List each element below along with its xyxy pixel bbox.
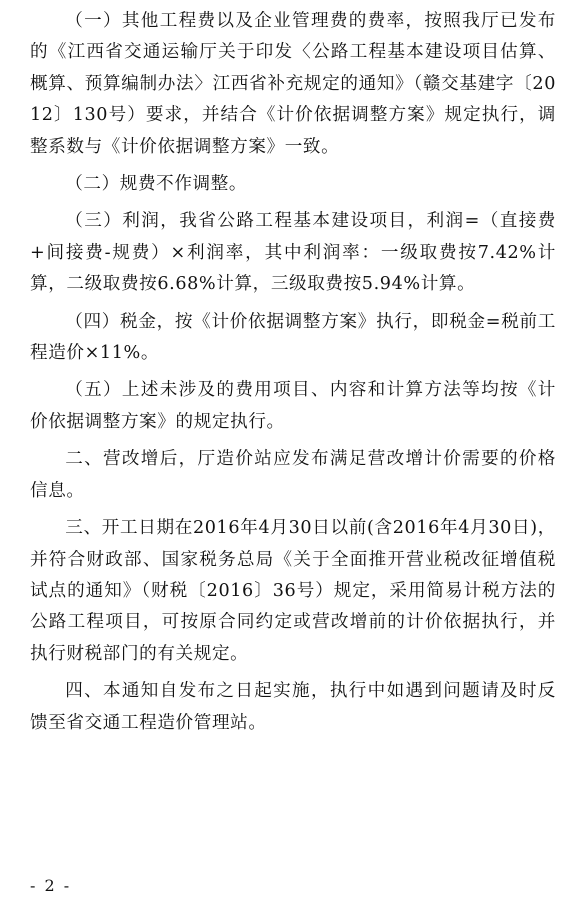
paragraph-regulatory-fees: （二）规费不作调整。 (65, 174, 248, 195)
paragraph-profit: （三）利润，我省公路工程基本建设项目，利润=（直接费+间接费-规费）×利润率，其中利润率：一级取费按7.42%计算，二级取费按6.68%计算，三级取费按5.94%计算。 (30, 211, 556, 295)
paragraph-other-fees: （一）其他工程费以及企业管理费的费率，按照我厅已发布的《江西省交通运输厅关于印发〈公路工程基本建设项目估算、概算、预算编制办法〉江西省补充规定的通知》（赣交基建字〔2012〕130号）要求，并结合《计价依据调整方案》规定执行，调整系数与《计价依据调整方案》一致。 (30, 11, 556, 157)
paragraph-effective-date: 四、本通知自发布之日起实施，执行中如遇到问题请及时反馈至省交通工程造价管理站。 (30, 681, 556, 733)
paragraph-other-items: （五）上述未涉及的费用项目、内容和计算方法等均按《计价依据调整方案》的规定执行。 (30, 380, 556, 432)
paragraph-start-date: 三、开工日期在2016年4月30日以前(含2016年4月30日)，并符合财政部、国家税务总局《关于全面推开营业税改征增值税试点的通知》（财税〔2016〕36号）规定，采用简易计税方法的公路工程项目，可按原合同约定或营改增前的计价依据执行，并执行财税部门的有关规定。 (30, 518, 556, 664)
paragraph-price-info: 二、营改增后，厅造价站应发布满足营改增计价需要的价格信息。 (30, 449, 556, 501)
page-number: - 2 - (30, 876, 72, 895)
paragraph-tax: （四）税金，按《计价依据调整方案》执行，即税金=税前工程造价×11%。 (30, 311, 556, 364)
